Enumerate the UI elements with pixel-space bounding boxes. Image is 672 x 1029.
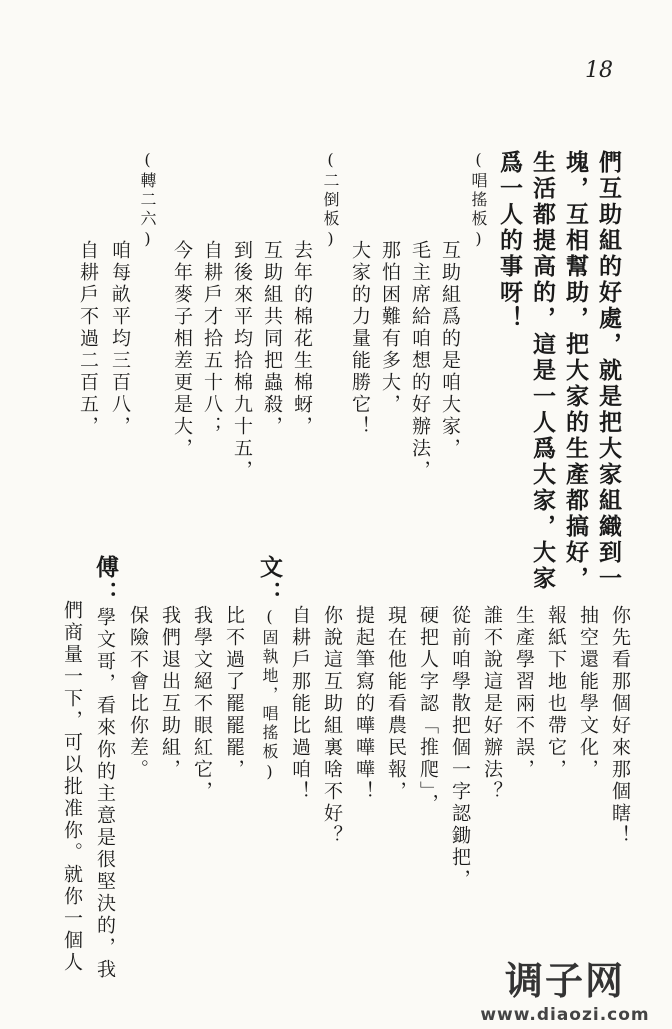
intro-line-1: 們互助組的好處，就是把大家組織到一 <box>595 150 622 592</box>
wen-line-4: 保險不會比你差。 <box>127 605 149 781</box>
section1-label: (唱搖板) <box>469 150 488 251</box>
lyric-line-6: 從前咱學散把個一字認鋤把， <box>449 605 471 891</box>
section3-line-2: 自耕戶不過二百五， <box>77 240 99 438</box>
speaker-fu: 傅： <box>92 555 119 607</box>
wen-speaker-line <box>258 555 281 784</box>
watermark-title: 调子网 <box>504 959 625 1003</box>
lyric-line-10: 你說這互助組裏啥不好？ <box>321 605 343 847</box>
lyric-line-11: 自耕戶那能比過咱！ <box>289 605 311 803</box>
section1-line-2: 毛主席給咱想的好辦法， <box>409 240 431 482</box>
site-watermark <box>470 950 660 1025</box>
section2-line-2: 互助組共同把蟲殺， <box>261 240 283 438</box>
lyric-line-8: 現在他能看農民報， <box>385 605 407 803</box>
lyric-line-7: 硬把人字認「推爬」， <box>417 605 439 816</box>
section3-label: (轉二六) <box>138 150 157 251</box>
section2-line-5: 今年麥子相差更是大， <box>171 240 193 460</box>
section2-line-1: 去年的棉花生棉蚜， <box>291 240 313 438</box>
wen-line-3: 我們退出互助組， <box>159 605 181 781</box>
page-number: 18 <box>585 58 613 83</box>
section1-line-4: 大家的力量能勝它！ <box>349 240 371 438</box>
section1-line-1: 互助組爲的是咱大家， <box>439 240 461 460</box>
intro-line-4: 爲一人的事呀！ <box>496 150 523 332</box>
intro-line-3: 生活都提高的，這是一人爲大家，大家 <box>529 150 556 592</box>
wen-stage-direction: (固執地，唱搖板) <box>260 607 279 784</box>
fu-line-1: 學文哥，看來你的主意是很堅決的，我 <box>94 607 116 981</box>
lyric-line-9: 提起筆寫的嘩嘩嘩！ <box>353 605 375 803</box>
wen-line-1: 比不過了罷罷罷， <box>223 605 245 781</box>
section2-label: (二倒板) <box>321 150 340 251</box>
speaker-wen: 文： <box>256 555 283 607</box>
lyric-line-3: 報紙下地也帶它， <box>545 605 567 781</box>
lyric-line-1: 你先看那個好來那個瞎！ <box>609 605 631 847</box>
section2-line-4: 自耕戶才拾五十八； <box>201 240 223 438</box>
watermark-url: www.diaozi.com <box>480 1005 650 1025</box>
intro-line-2: 塊，互相幫助，把大家的生產都搞好， <box>562 150 589 592</box>
section1-line-3: 那怕困難有多大， <box>379 240 401 416</box>
lyric-line-5: 誰不說這是好辦法？ <box>481 605 503 803</box>
wen-line-2: 我學文絕不眼紅它， <box>191 605 213 803</box>
lyric-line-2: 抽空還能學文化， <box>577 605 599 781</box>
lyric-line-4: 生產學習兩不誤， <box>513 605 535 781</box>
section3-line-1: 咱每畝平均三百八， <box>109 240 131 438</box>
section2-line-3: 到後來平均拾棉九十五， <box>231 240 253 482</box>
fu-speaker-line <box>94 555 117 981</box>
fu-line-2: 們商量一下，可以批准你。就你一個人 <box>61 600 83 974</box>
